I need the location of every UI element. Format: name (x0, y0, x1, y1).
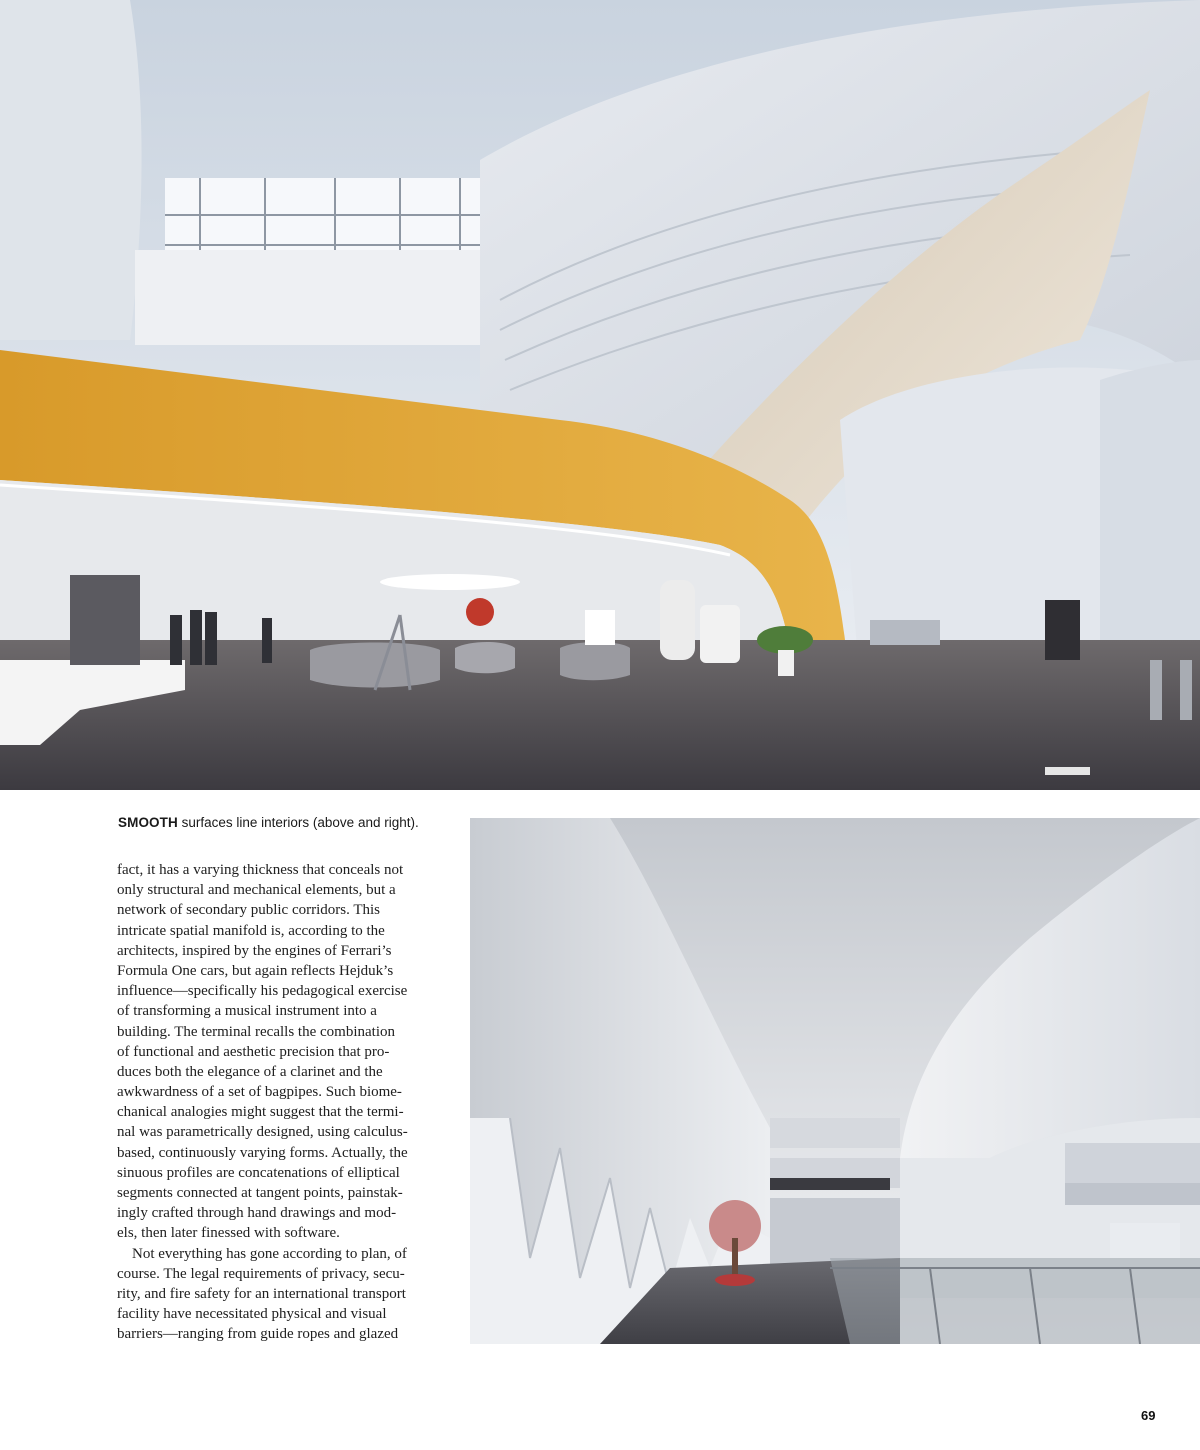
body-line: rity, and fire safety for an international transport (117, 1285, 406, 1302)
atrium-photo (470, 818, 1200, 1344)
body-line: of functional and aesthetic precision that pro- (117, 1043, 390, 1060)
body-line: course. The legal requirements of privacy, secu- (117, 1265, 405, 1282)
body-line: ingly crafted through hand drawings and mod- (117, 1205, 397, 1222)
body-line: sinuous profiles are concatenations of elliptical (117, 1164, 400, 1181)
page-number: 69 (1141, 1408, 1156, 1423)
body-line: duces both the elegance of a clarinet and the (117, 1063, 383, 1080)
body-line: chanical analogies might suggest that the termi- (117, 1104, 404, 1121)
body-line: intricate spatial manifold is, according to the (117, 922, 385, 939)
body-line: awkwardness of a set of bagpipes. Such biome- (117, 1084, 402, 1101)
body-line: architects, inspired by the engines of Ferrari’s (117, 942, 392, 959)
photo-caption (118, 815, 458, 830)
body-line: Not everything has gone according to plan, of (132, 1245, 407, 1262)
caption-text: surfaces line interiors (above and right). (177, 815, 419, 830)
body-line: barriers—ranging from guide ropes and glazed (117, 1326, 399, 1343)
body-line: building. The terminal recalls the combination (117, 1023, 395, 1040)
body-line: nal was parametrically designed, using calculus- (117, 1124, 408, 1141)
body-line: facility have necessitated physical and visual (117, 1306, 387, 1323)
body-text (117, 860, 447, 1345)
body-line: only structural and mechanical elements, but a (117, 882, 396, 899)
body-line: of transforming a musical instrument into a (117, 1003, 377, 1020)
body-line: els, then later finessed with software. (117, 1225, 340, 1242)
body-line: Formula One cars, but again reflects Hejduk’s (117, 962, 394, 979)
body-line: based, continuously varying forms. Actually, the (117, 1144, 408, 1161)
caption-lead: SMOOTH (118, 815, 178, 830)
body-line: segments connected at tangent points, painstak- (117, 1185, 403, 1201)
body-line: network of secondary public corridors. This (117, 902, 380, 919)
body-line: influence—specifically his pedagogical exercise (117, 983, 408, 1000)
body-line: fact, it has a varying thickness that conceals not (117, 862, 404, 878)
